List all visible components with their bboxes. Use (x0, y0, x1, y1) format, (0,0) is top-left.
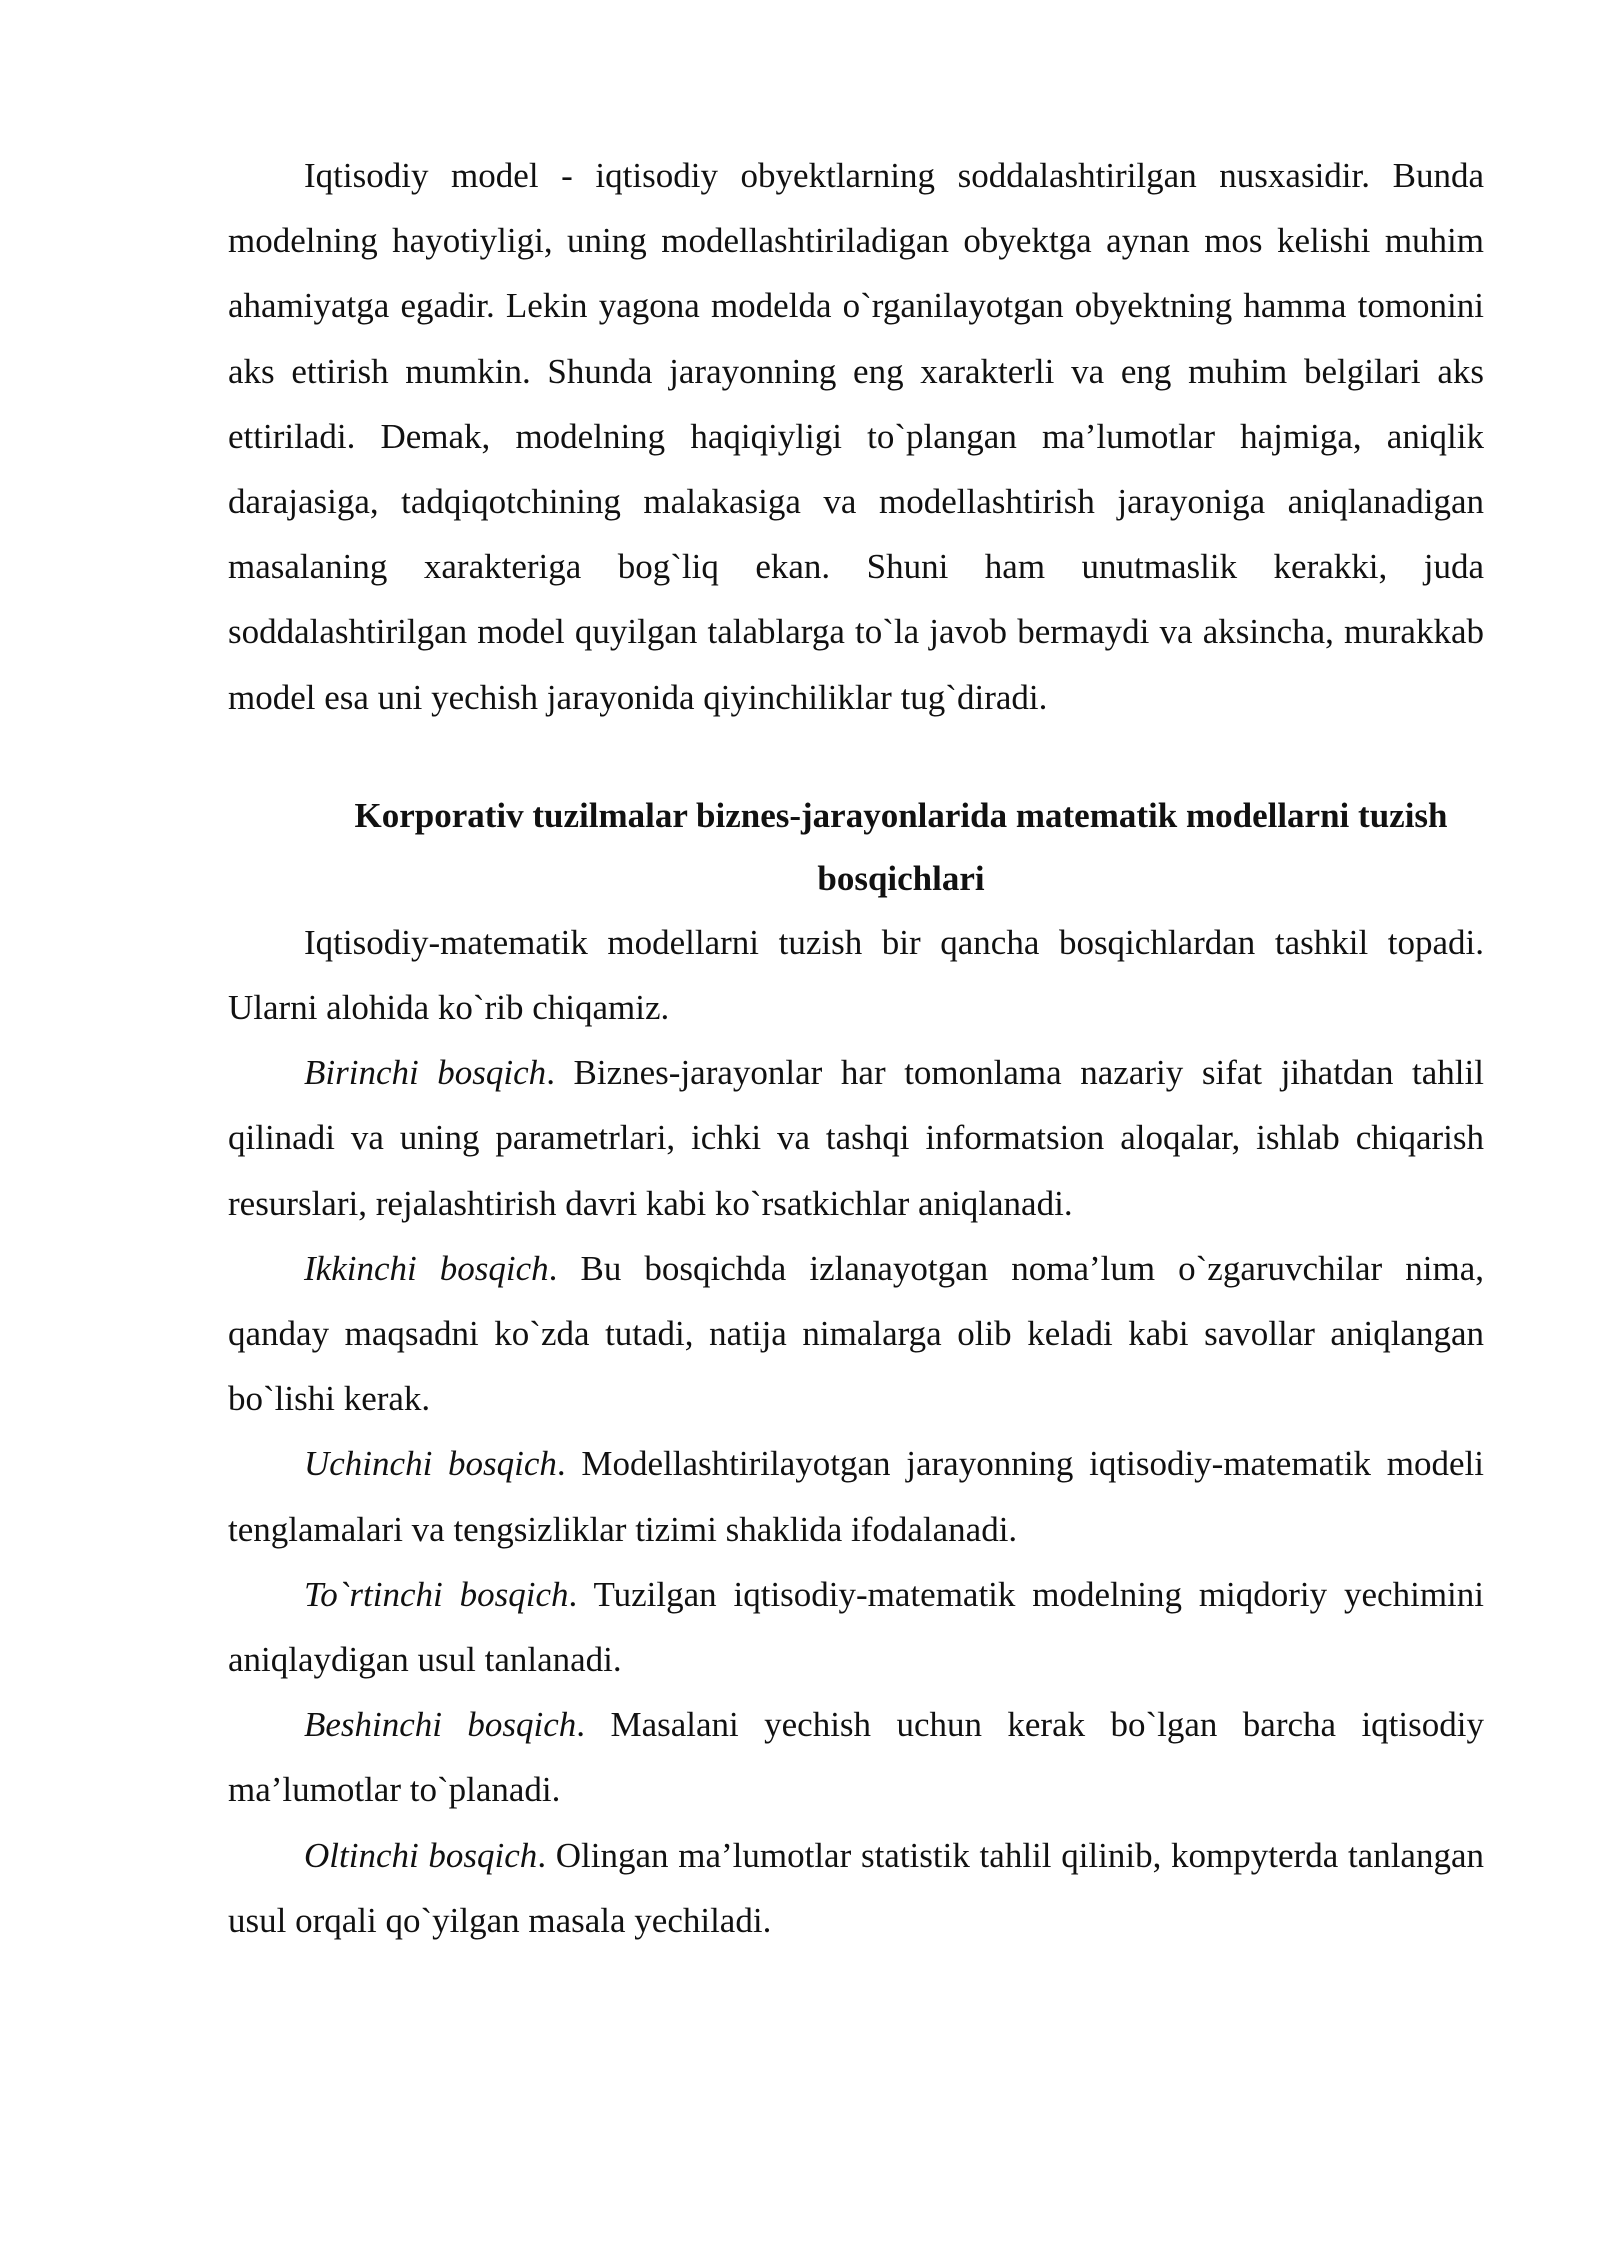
intro-paragraph: Iqtisodiy model - iqtisodiy obyektlarning soddalashtirilgan nusxasidir. Bunda modelning hayotiyligi, uning modellashtiriladigan obyektga aynan mos kelishi muhim ahamiyatga egadir. Lekin yagona modelda o`rganilayotgan obyektning hamma tomonini aks ettirish mumkin. Shunda jarayonning eng xarakterli va eng muhim belgilari aks ettiriladi. Demak, modelning haqiqiyligi to`plangan ma’lumotlar hajmiga, aniqlik darajasiga, tadqiqotchining malakasiga va modellashtirish jarayoniga aniqlanadigan masalaning xarakteriga bog`liq ekan. Shuni ham unutmaslik kerakki, juda soddalashtirilgan model quyilgan talablarga to`la javob bermaydi va aksincha, murakkab model esa uni yechish jarayonida qiyinchiliklar tug`diradi. (228, 156, 1484, 717)
stage-text-6: . Olingan ma’lumotlar statistik tahlil qilinib, kompyterda tanlangan usul orqali qo`yilgan masala yechiladi. (228, 1835, 1484, 1940)
stage-text-1: . Biznes-jarayonlar har tomonlama nazariy sifat jihatdan tahlil qilinadi va uning parametrlari, ichki va tashqi informatsion aloqalar, ishlab chiqarish resurslari, rejalashtirish davri kabi ko`rsatkichlar aniqlanadi. (228, 1053, 1484, 1223)
stage-paragraph-1 (228, 1040, 1484, 1236)
stage-label-4: To`rtinchi bosqich (304, 1574, 569, 1614)
section-intro-paragraph: Iqtisodiy-matematik modellarni tuzish bir qancha bosqichlardan tashkil topadi. Ularni alohida ko`rib chiqamiz. (228, 922, 1484, 1028)
stage-text-2: . Bu bosqichda izlanayotgan noma’lum o`zgaruvchilar nima, qanday maqsadni ko`zda tutadi, natija nimalarga olib keladi kabi savollar aniqlangan bo`lishi kerak. (228, 1248, 1484, 1419)
stage-label-5: Beshinchi bosqich (304, 1705, 577, 1745)
stage-label-3: Uchinchi bosqich (304, 1444, 557, 1484)
stage-label-2: Ikkinchi bosqich (304, 1248, 549, 1288)
section-spacer (228, 730, 1484, 784)
stage-paragraph-4 (228, 1562, 1484, 1692)
stage-text-4: . Tuzilgan iqtisodiy-matematik modelning miqdoriy yechimini aniqlaydigan usul tanlanadi. (228, 1574, 1484, 1680)
document-page (228, 143, 1484, 1953)
section-heading: Korporativ tuzilmalar biznes-jarayonlarida matematik modellarni tuzish bosqichlari (354, 795, 1448, 898)
stage-text-3: . Modellashtirilayotgan jarayonning iqtisodiy-matematik modeli tenglamalari va tengsizliklar tizimi shaklida ifodalanadi. (228, 1444, 1484, 1549)
stage-paragraph-6 (228, 1823, 1484, 1953)
stage-label-6: Oltinchi bosqich (304, 1835, 538, 1875)
stage-paragraph-2 (228, 1236, 1484, 1432)
stage-label-1: Birinchi bosqich (304, 1053, 547, 1093)
stage-text-5: . Masalani yechish uchun kerak bo`lgan barcha iqtisodiy ma’lumotlar to`planadi. (228, 1705, 1484, 1810)
stage-paragraph-5 (228, 1692, 1484, 1822)
stage-paragraph-3 (228, 1431, 1484, 1561)
